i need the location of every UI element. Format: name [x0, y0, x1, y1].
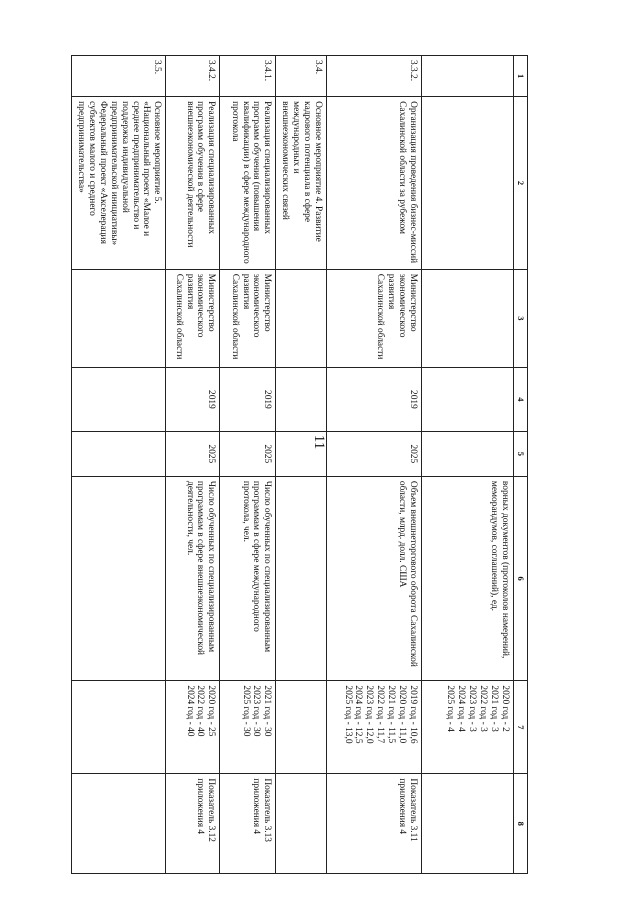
activity-name: Организация проведения бизнес-миссий Сахалинской области за рубежом	[327, 97, 422, 270]
start-year	[422, 368, 514, 432]
col-header-1: 1	[514, 56, 528, 97]
start-year	[72, 368, 166, 432]
row-number: 3.5.	[72, 56, 166, 97]
end-year: 2025	[166, 431, 220, 476]
executor	[276, 269, 327, 367]
table-row	[166, 56, 220, 874]
indicator-value: 2019 год - 10,6	[408, 685, 418, 744]
row-number: 3.3.2.	[327, 56, 422, 97]
indicator-value: 2024 год - 4	[456, 685, 467, 732]
indicator-values	[166, 681, 220, 774]
indicator-value: 2022 год - 3	[478, 685, 489, 732]
indicator-value: 2023 год - 12,0	[364, 685, 375, 744]
table-row	[72, 56, 166, 874]
header-row	[514, 56, 528, 874]
start-year: 2019	[166, 368, 220, 432]
col-header-2: 2	[514, 97, 528, 270]
table-row	[422, 56, 514, 874]
note	[276, 774, 327, 874]
indicator: Число обученных по специализированным программам в сфере международного протокола, чел.	[220, 476, 276, 681]
row-number: 3.4.	[276, 56, 327, 97]
col-header-6: 6	[514, 476, 528, 681]
activity-name: Реализация специализированных программ обучения в сфере внешнеэкономической деятельности	[166, 97, 220, 270]
row-number	[422, 56, 514, 97]
indicator-value: 2020 год - 2	[500, 685, 510, 732]
col-header-7: 7	[514, 681, 528, 774]
program-table-container	[76, 55, 528, 874]
executor: Министерство экономического развития Сахалинской области	[327, 269, 422, 367]
row-number: 3.4.2.	[166, 56, 220, 97]
indicator-value: 2025 год - 30	[240, 685, 251, 737]
start-year: 2019	[220, 368, 276, 432]
note: Показатель 3.11 приложения 4	[327, 774, 422, 874]
note: Показатель 3.13 приложения 4	[220, 774, 276, 874]
indicator-value: 2024 год - 40	[184, 685, 195, 737]
indicator-value: 2025 год - 13,0	[342, 685, 353, 744]
indicator-value: 2021 год - 30	[262, 685, 273, 737]
end-year	[72, 431, 166, 476]
indicator-value: 2020 год - 25	[206, 685, 217, 737]
rotated-table	[76, 55, 528, 874]
indicator-value: 2021 год - 3	[489, 685, 500, 732]
note	[422, 774, 514, 874]
indicator-values	[422, 681, 514, 774]
indicator	[276, 476, 327, 681]
executor: Министерство экономического развития Сахалинской области	[166, 269, 220, 367]
end-year: 2025	[220, 431, 276, 476]
end-year	[422, 431, 514, 476]
indicator-value: 2020 год - 11,0	[397, 685, 408, 744]
indicator-values	[327, 681, 422, 774]
executor	[72, 269, 166, 367]
activity-name: Основное мероприятие 5. «Национальный проект «Малое и среднее предпринимательство и поддержка индивидуальной предпринимательской инициативы» Федеральный проект «Акселерация субъектов малого и среднего предпринимательства»	[72, 97, 166, 270]
indicator: ворных документов (протоколов намерений, меморандумов, соглашений), ед.	[422, 476, 514, 681]
indicator-value: 2021 год - 11,5	[386, 685, 397, 744]
row-number: 3.4.1.	[220, 56, 276, 97]
start-year	[276, 368, 327, 432]
indicator-value: 2022 год - 11,7	[375, 685, 386, 744]
note: Показатель 3.12 приложения 4	[166, 774, 220, 874]
indicator-value: 2022 год - 40	[195, 685, 206, 737]
start-year: 2019	[327, 368, 422, 432]
col-header-5: 5	[514, 431, 528, 476]
indicator: Объем внешнеторгового оборота Сахалинской области, млрд. долл. США	[327, 476, 422, 681]
indicator-value: 2023 год - 3	[467, 685, 478, 732]
note	[72, 774, 166, 874]
activity-name: Основное мероприятие 4. Развитие кадрового потенциала в сфере международных и внешнеэкономических связей	[276, 97, 327, 270]
activity-name	[422, 97, 514, 270]
table-row	[276, 56, 327, 874]
indicator-values	[220, 681, 276, 774]
table-row	[327, 56, 422, 874]
end-year	[276, 431, 327, 476]
page-number: 11	[311, 434, 328, 450]
activity-name: Реализация специализированных программ обучения (повышения квалификации) в сфере международного протокола	[220, 97, 276, 270]
indicator	[72, 476, 166, 681]
indicator-values	[72, 681, 166, 774]
indicator-value: 2023 год - 30	[251, 685, 262, 737]
end-year: 2025	[327, 431, 422, 476]
indicator-values	[276, 681, 327, 774]
executor	[422, 269, 514, 367]
indicator-value: 2024 год - 12,5	[353, 685, 364, 744]
col-header-4: 4	[514, 368, 528, 432]
col-header-3: 3	[514, 269, 528, 367]
table-row	[220, 56, 276, 874]
executor: Министерство экономического развития Сахалинской области	[220, 269, 276, 367]
indicator-value: 2025 год - 4	[445, 685, 456, 732]
program-activities-table	[71, 55, 528, 874]
indicator: Число обученных по специализированным программам в сфере внешнеэкономической деятельности, чел.	[166, 476, 220, 681]
col-header-8: 8	[514, 774, 528, 874]
